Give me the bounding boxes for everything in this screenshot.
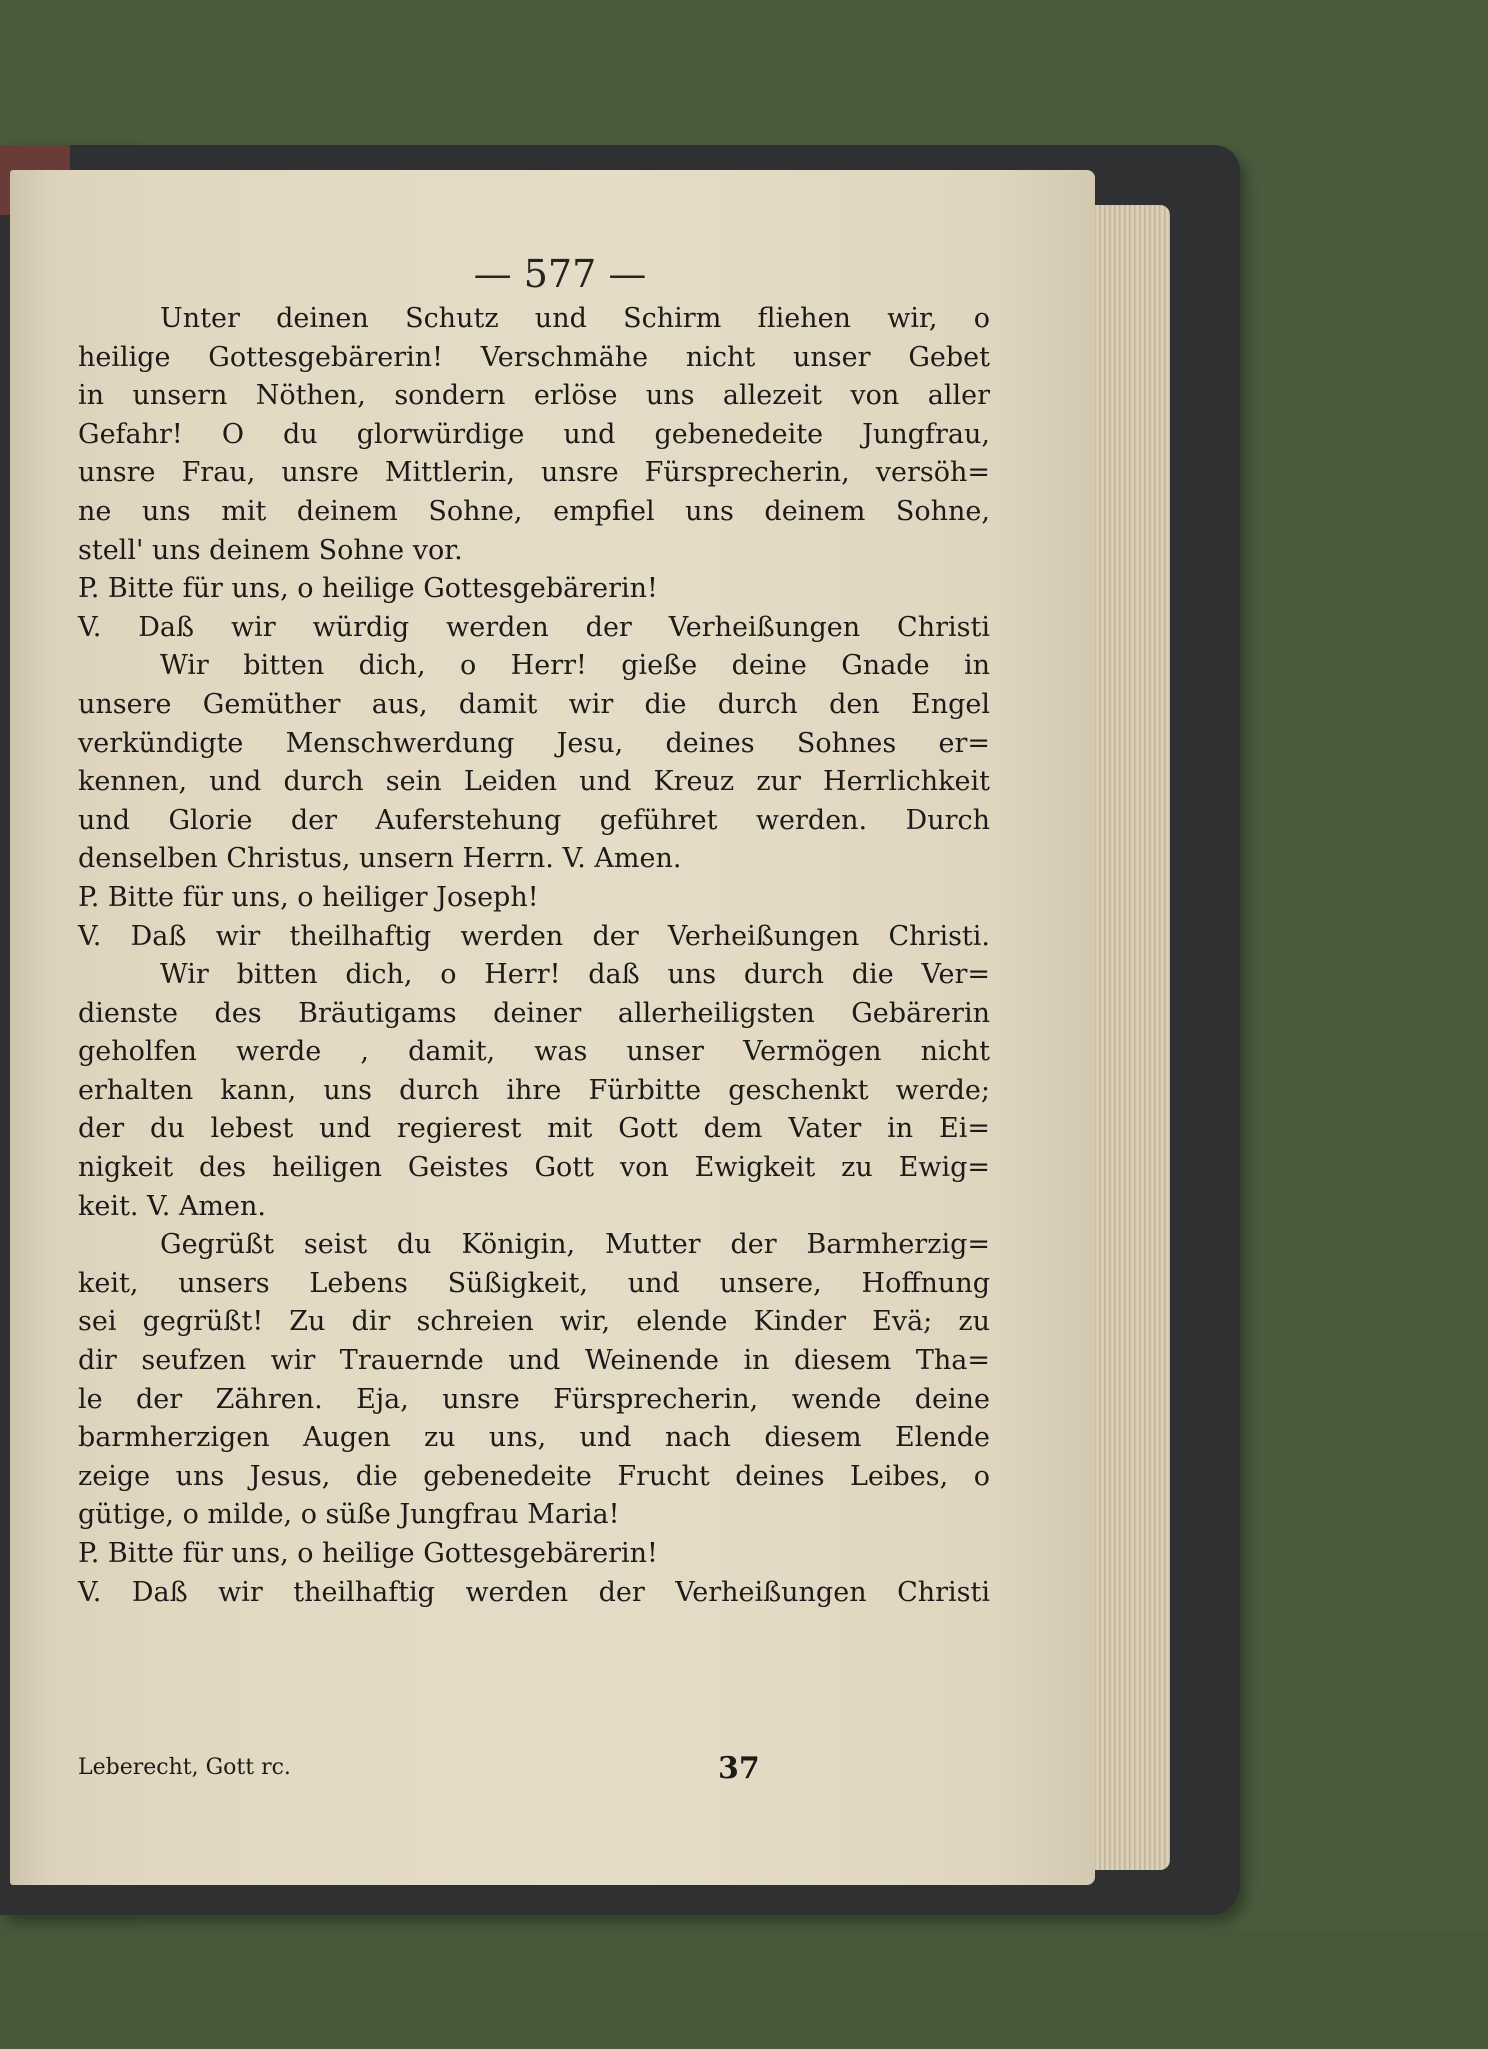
text-line: P. Bitte für uns, o heiliger Joseph! xyxy=(78,881,539,913)
footer-signature-title: Leberecht, Gott rc. xyxy=(78,1755,291,1780)
text-line: dir seufzen wir Trauernde und Weinende in diesem Tha= xyxy=(78,1345,990,1377)
page-footer xyxy=(78,1751,990,1795)
text-line: V. Daß wir würdig werden der Verheißungen Christi xyxy=(78,611,990,643)
text-line: sei gegrüßt! Zu dir schreien wir, elende Kinder Evä; zu xyxy=(78,1306,990,1338)
page-number: — 577 — xyxy=(473,252,647,296)
text-line: nigkeit des heiligen Geistes Gott von Ewigkeit zu Ewig= xyxy=(78,1152,990,1184)
text-line: V. Daß wir theilhaftig werden der Verheißungen Christi. xyxy=(78,920,990,952)
text-line: geholfen werde , damit, was unser Vermögen nicht xyxy=(78,1036,990,1068)
body-text xyxy=(78,300,990,1612)
text-line: und Glorie der Auferstehung geführet werden. Durch xyxy=(78,804,990,836)
text-line: unsre Frau, unsre Mittlerin, unsre Fürsprecherin, versöh= xyxy=(78,457,990,489)
text-line: P. Bitte für uns, o heilige Gottesgebärerin! xyxy=(78,1538,658,1569)
footer-signature-number: 37 xyxy=(718,1751,760,1786)
text-line: ne uns mit deinem Sohne, empfiel uns deinem Sohne, xyxy=(78,495,990,527)
text-line: gütige, o milde, o süße Jungfrau Maria! xyxy=(78,1499,620,1531)
text-line: Gefahr! O du glorwürdige und gebenedeite Jungfrau, xyxy=(78,418,990,450)
text-line: P. Bitte für uns, o heilige Gottesgebärerin! xyxy=(78,573,658,605)
text-line: in unsern Nöthen, sondern erlöse uns allezeit von aller xyxy=(78,380,990,412)
text-line: keit, unsers Lebens Süßigkeit, und unsere, Hoffnung xyxy=(78,1267,990,1299)
text-line: heilige Gottesgebärerin! Verschmähe nicht unser Gebet xyxy=(78,341,990,373)
text-line: denselben Christus, unsern Herrn. V. Amen. xyxy=(78,843,682,875)
text-line: keit. V. Amen. xyxy=(78,1190,266,1222)
text-line: stell' uns deinem Sohne vor. xyxy=(78,534,463,566)
text-line: V. Daß wir theilhaftig werden der Verheißungen Christi xyxy=(78,1576,990,1608)
text-line: verkündigte Menschwerdung Jesu, deines Sohnes er= xyxy=(78,727,990,759)
text-line: erhalten kann, uns durch ihre Fürbitte geschenkt werde; xyxy=(78,1074,990,1106)
text-line: Gegrüßt seist du Königin, Mutter der Barmherzig= xyxy=(160,1229,990,1261)
text-line: barmherzigen Augen zu uns, und nach diesem Elende xyxy=(78,1422,990,1454)
text-line: Unter deinen Schutz und Schirm fliehen wir, o xyxy=(160,303,990,334)
background-bottom xyxy=(0,1930,1488,2049)
text-line: Wir bitten dich, o Herr! daß uns durch die Ver= xyxy=(160,959,990,991)
text-line: Wir bitten dich, o Herr! gieße deine Gnade in xyxy=(160,650,990,682)
text-line: der du lebest und regierest mit Gott dem Vater in Ei= xyxy=(78,1113,990,1145)
text-line: le der Zähren. Eja, unsre Fürsprecherin, wende deine xyxy=(78,1383,990,1415)
text-line: unsere Gemüther aus, damit wir die durch den Engel xyxy=(78,688,990,720)
text-line: dienste des Bräutigams deiner allerheiligsten Gebärerin xyxy=(78,997,990,1029)
text-line: kennen, und durch sein Leiden und Kreuz zur Herrlichkeit xyxy=(78,766,990,798)
text-line: zeige uns Jesus, die gebenedeite Frucht deines Leibes, o xyxy=(78,1460,990,1492)
